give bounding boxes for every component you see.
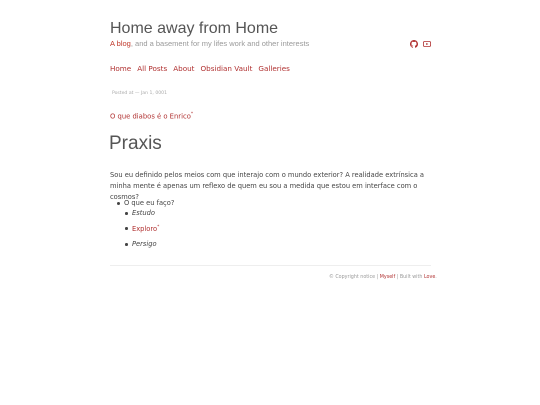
tagline-text: , and a basement for my lifes work and other interests [130,39,310,48]
sub-list-item-label: Estudo [132,209,155,217]
parent-page-link[interactable] [110,112,193,120]
parent-page-link-label: O que diabos é o Enrico [110,112,191,121]
tagline-accent: A blog [110,39,131,48]
exploro-link-marker: * [157,225,160,230]
sub-list-item-exploro [110,223,174,234]
footer-period: . [435,275,437,280]
nav-item-galleries[interactable]: Galleries [258,64,290,73]
sub-list-item-estudo [110,208,174,218]
built-with-text: | Built with [395,275,424,280]
footer-love-link[interactable]: Love [423,275,436,280]
sub-list-item-persigo [110,239,174,249]
site-tagline [110,39,309,48]
footer-divider [110,265,431,266]
copyright-text: © Copyright notice | [329,275,380,280]
sub-list-container [110,208,174,249]
sub-list-item-label: Persigo [132,240,157,249]
youtube-icon[interactable] [423,40,431,48]
nav-item-all-posts[interactable]: All Posts [137,64,168,73]
list-item [110,198,174,208]
main-nav [110,64,290,73]
exploro-link-label: Exploro [132,225,158,234]
github-icon[interactable] [410,40,418,48]
nav-item-home[interactable]: Home [110,64,132,73]
page-title: Praxis [109,133,162,154]
nav-item-about[interactable]: About [173,64,195,73]
social-links [410,40,431,48]
intro-paragraph: Sou eu definido pelos meios com que interajo com o mundo exterior? A realidade extrínsica a minha mente é apenas um reflexo de quem eu sou a medida que estou em interface com o cosmos? [110,171,425,201]
footer-myself-link[interactable]: Myself [379,275,396,280]
list-item-label: O que eu faço? [124,199,175,207]
post-meta: Posted at — Jan 1, 0001 [112,91,168,96]
site-title[interactable]: Home away from Home [110,20,279,37]
exploro-link[interactable] [132,225,159,233]
footer [329,275,437,280]
nav-item-obsidian-vault[interactable]: Obsidian Vault [200,64,253,73]
sub-list [110,208,174,249]
content-list [110,198,174,249]
parent-page-link-marker: * [190,112,194,117]
